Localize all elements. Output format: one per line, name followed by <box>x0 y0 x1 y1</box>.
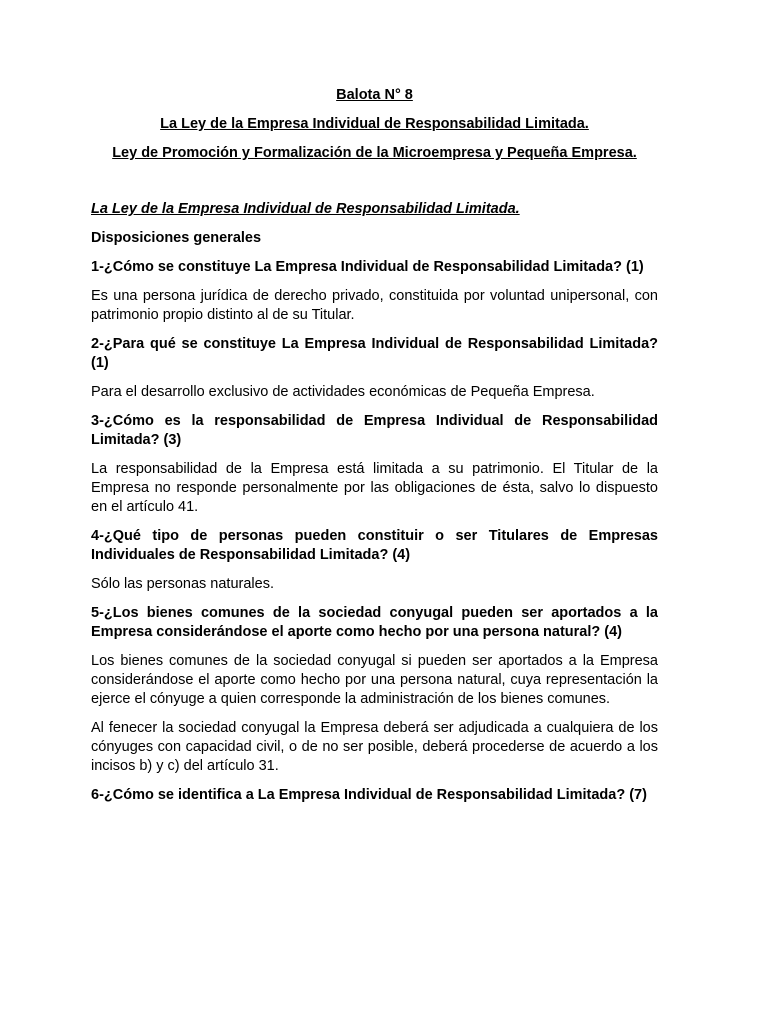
answer-3: La responsabilidad de la Empresa está limitada a su patrimonio. El Titular de la Empresa no responde personalmente por las obligaciones de ésta, salvo lo dispuesto en el artículo 41. <box>91 461 658 515</box>
question-6: 6-¿Cómo se identifica a La Empresa Individual de Responsabilidad Limitada? (7) <box>91 787 647 803</box>
document-subtitle: Ley de Promoción y Formalización de la Microempresa y Pequeña Empresa. <box>112 145 637 161</box>
qa-item-5 <box>91 604 658 776</box>
section-subtitle: Disposiciones generales <box>91 230 262 246</box>
section-title: La Ley de la Empresa Individual de Responsabilidad Limitada. <box>91 201 520 217</box>
qa-item-3 <box>91 412 658 517</box>
answer-1: Es una persona jurídica de derecho privado, constituida por voluntad unipersonal, con patrimonio propio distinto al de su Titular. <box>91 288 658 323</box>
document-title: La Ley de la Empresa Individual de Responsabilidad Limitada. <box>160 116 589 132</box>
answer-2: Para el desarrollo exclusivo de actividades económicas de Pequeña Empresa. <box>91 384 595 400</box>
qa-item-2 <box>91 335 658 402</box>
answer-5a: Los bienes comunes de la sociedad conyugal si pueden ser aportados a la Empresa considerándose el aporte como hecho por una persona natural, cuya representación la ejerce el cónyuge a quien corresponde la administración de los bienes comunes. <box>91 653 658 707</box>
balota-heading: Balota N° 8 <box>336 87 413 103</box>
answer-5b: Al fenecer la sociedad conyugal la Empresa deberá ser adjudicada a cualquiera de los cónyuges con capacidad civil, o de no ser posible, deberá procederse de acuerdo a los incisos b) y c) del artículo 31. <box>91 720 658 774</box>
question-1: 1-¿Cómo se constituye La Empresa Individual de Responsabilidad Limitada? (1) <box>91 259 644 275</box>
qa-item-6 <box>91 786 658 805</box>
question-4: 4-¿Qué tipo de personas pueden constituir o ser Titulares de Empresas Individuales de Responsabilidad Limitada? (4) <box>91 528 658 563</box>
qa-item-1 <box>91 258 658 325</box>
question-2: 2-¿Para qué se constituye La Empresa Individual de Responsabilidad Limitada? (1) <box>91 336 658 371</box>
question-5: 5-¿Los bienes comunes de la sociedad conyugal pueden ser aportados a la Empresa considerándose el aporte como hecho por una persona natural? (4) <box>91 605 658 640</box>
answer-4: Sólo las personas naturales. <box>91 576 274 592</box>
qa-item-4 <box>91 527 658 594</box>
question-3: 3-¿Cómo es la responsabilidad de Empresa Individual de Responsabilidad Limitada? (3) <box>91 413 658 448</box>
